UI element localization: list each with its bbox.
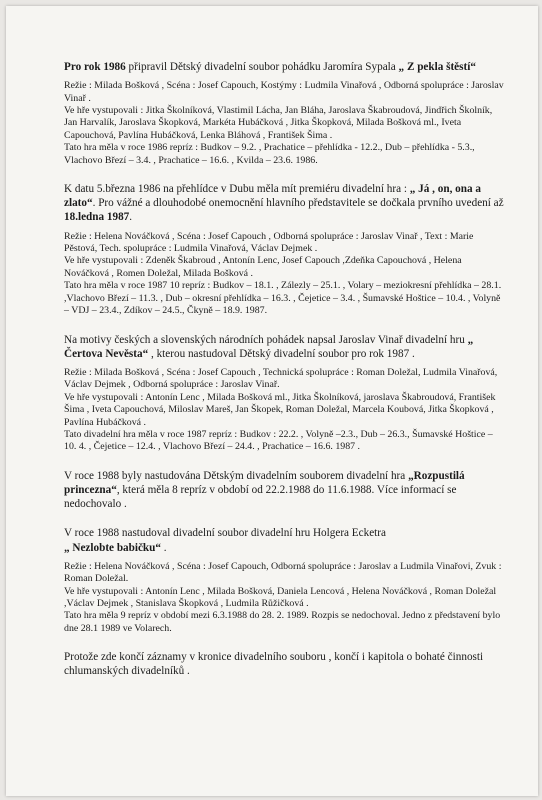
lead-year: Pro rok 1986 xyxy=(64,61,126,73)
section-nezlobte-babicku xyxy=(64,526,504,635)
document-page xyxy=(6,6,538,796)
play-title: „ Z pekla štěstí“ xyxy=(398,61,476,73)
reprizy-paragraph: Tato hra měla v roce 1987 10 repríz : Budkov – 18.1. , Zálezly – 25.1. , Volary – meziokresní přehlídka – 28.1. ,Vlachovo Březí – 11.3. , Dub – okresní přehlídka – 16.3. , Čejetice – 3.4. , Šumavské Hoštice – 10.4. , Volyně – VDJ – 23.4., Zdíkov – 24.5., Čkyně – 18.9. 1987. xyxy=(64,280,502,317)
play-title: „Rozpustilá princezna“ xyxy=(64,469,465,496)
reprizy-paragraph: Tato hra měla v roce 1986 repríz : Budkov – 9.2. , Prachatice – přehlídka - 12.2., Dub – přehlídka - 5.3., Vlachovo Březí – 3.4. , Prachatice – 16.6. , Kvilda – 23.6. 1986. xyxy=(64,142,475,166)
crew-paragraph: Režie : Helena Nováčková , Scéna : Josef Capouch, Odborná spolupráce : Jaroslav a Ludmila Vinařovi, Zvuk : Roman Doležal. xyxy=(64,560,502,585)
section-lead xyxy=(64,333,504,361)
lead-text: připravil Dětský divadelní soubor pohádku Jaromíra Sypala xyxy=(125,61,399,73)
crew-paragraph: Režie : Milada Bošková , Scéna : Josef Capouch , Technická spolupráce : Roman Doležal, Ludmila Vinařová, Václav Dejmek , Odborná spolupráce : Jaroslav Vinař. xyxy=(64,366,498,391)
crew-paragraph: Režie : Milada Bošková , Scéna : Josef Capouch, Kostýmy : Ludmila Vinařová , Odborná spolupráce : Jaroslav Vinař . xyxy=(64,80,504,104)
reprizy-paragraph: Tato hra měla 9 repríz v období mezi 6.3.1988 do 28. 2. 1989. Rozpis se nedochoval. Jedno z představení bylo dne 28.1 1989 ve Volarech. xyxy=(64,610,501,634)
cast-paragraph: Ve hře vystupovali : Jitka Školníková, Vlastimil Lácha, Jan Bláha, Jaroslava Škabroudová, Jindřich Školník, Jan Harvalík, Jaroslava Škopková, Markéta Hubáčková , Jitka Škopková, Milada Bošková ml., Iveta Capouchová, Pavlína Hubáčková, Lenka Bláhová , František Šima . xyxy=(64,105,493,141)
reprizy-paragraph: Tato divadelní hra měla v roce 1987 repríz : Budkov : 22.2. , Volyně –2.3., Dub – 26.3., Šumavské Hoštice – 10. 4. , Čejetice – 12.4. , Vlachovo Březí – 24.4. , Prachatice – 16.6. 1987 . xyxy=(64,428,493,453)
play-title: „ Já , on, ona a zlato“ xyxy=(64,183,481,210)
lead-text-cont: . Pro vážné a dlouhodobé onemocnění hlavního představitele se dočkala prvního uvedení až xyxy=(92,197,504,210)
cast-paragraph: Ve hře vystupovali : Antonín Lenc , Milada Bošková ml., Jitka Školníková, jaroslava Škabroudová, František Šima , Iveta Capouchová, Miloslav Mareš, Jan Škopek, Roman Doležal, Marcela Koubová, Jitka Škopková , Pavlína Hubáčková . xyxy=(64,391,496,428)
lead-end: . xyxy=(129,211,133,224)
crew-paragraph: Režie : Helena Nováčková , Scéna : Josef Capouch , Odborná spolupráce : Jaroslav Vinař , Text : Marie Pěstová, Tech. spolupráce : Ludmila Vinařová, Václav Dejmek . xyxy=(64,230,474,255)
section-ja-on-ona-a-zlato xyxy=(64,182,504,317)
lead-text: V roce 1988 byly nastudována Dětským divadelním souborem divadelní hra xyxy=(64,469,409,482)
section-certova-nevesta xyxy=(64,333,504,454)
section-lead xyxy=(64,60,504,74)
closing-paragraph: Protože zde končí záznamy v kronice divadelního souboru , končí i kapitola o bohaté činnosti chlumanských divadelníků . xyxy=(64,651,484,678)
lead-text-cont: , která měla 8 repríz v období od 22.2.1988 do 11.6.1988. Více informací se nedochovalo . xyxy=(64,483,457,511)
section-z-pekla-stesti xyxy=(64,60,504,167)
cast-paragraph: Ve hře vystupovali : Zdeněk Škabroud , Antonín Lenc, Josef Capouch ,Zdeňka Capouchová , Helena Nováčková , Romen Doležal, Milada Bošková . xyxy=(64,255,462,279)
section-lead xyxy=(64,469,504,512)
section-lead xyxy=(64,182,504,225)
cast-paragraph: Ve hře vystupovali : Antonín Lenc , Milada Bošková, Daniela Lencová , Helena Nováčková , Roman Doležal ,Václav Dejmek , Stanislava Škopková , Ludmila Růžičková . xyxy=(64,585,497,609)
section-lead xyxy=(64,526,504,554)
play-title: „ Nezlobte babičku“ xyxy=(64,541,161,554)
premiere-date: 18.ledna 1987 xyxy=(64,211,130,224)
lead-text: K datu 5.března 1986 na přehlídce v Dubu měla mít premiéru divadelní hra : xyxy=(64,183,407,196)
section-rozpustila-princezna xyxy=(64,469,504,512)
play-title: „ Čertova Nevěsta“ xyxy=(64,333,474,360)
lead-text: V roce 1988 nastudoval divadelní soubor divadelní hru Holgera Ecketra xyxy=(64,527,386,540)
document-body xyxy=(64,60,504,694)
lead-text-cont: . xyxy=(160,541,167,554)
lead-text: Na motivy českých a slovenských národních pohádek napsal Jaroslav Vinař divadelní hru xyxy=(64,333,465,346)
lead-text-cont: , kterou nastudoval Dětský divadelní soubor pro rok 1987 . xyxy=(148,347,415,360)
section-closing xyxy=(64,650,504,678)
